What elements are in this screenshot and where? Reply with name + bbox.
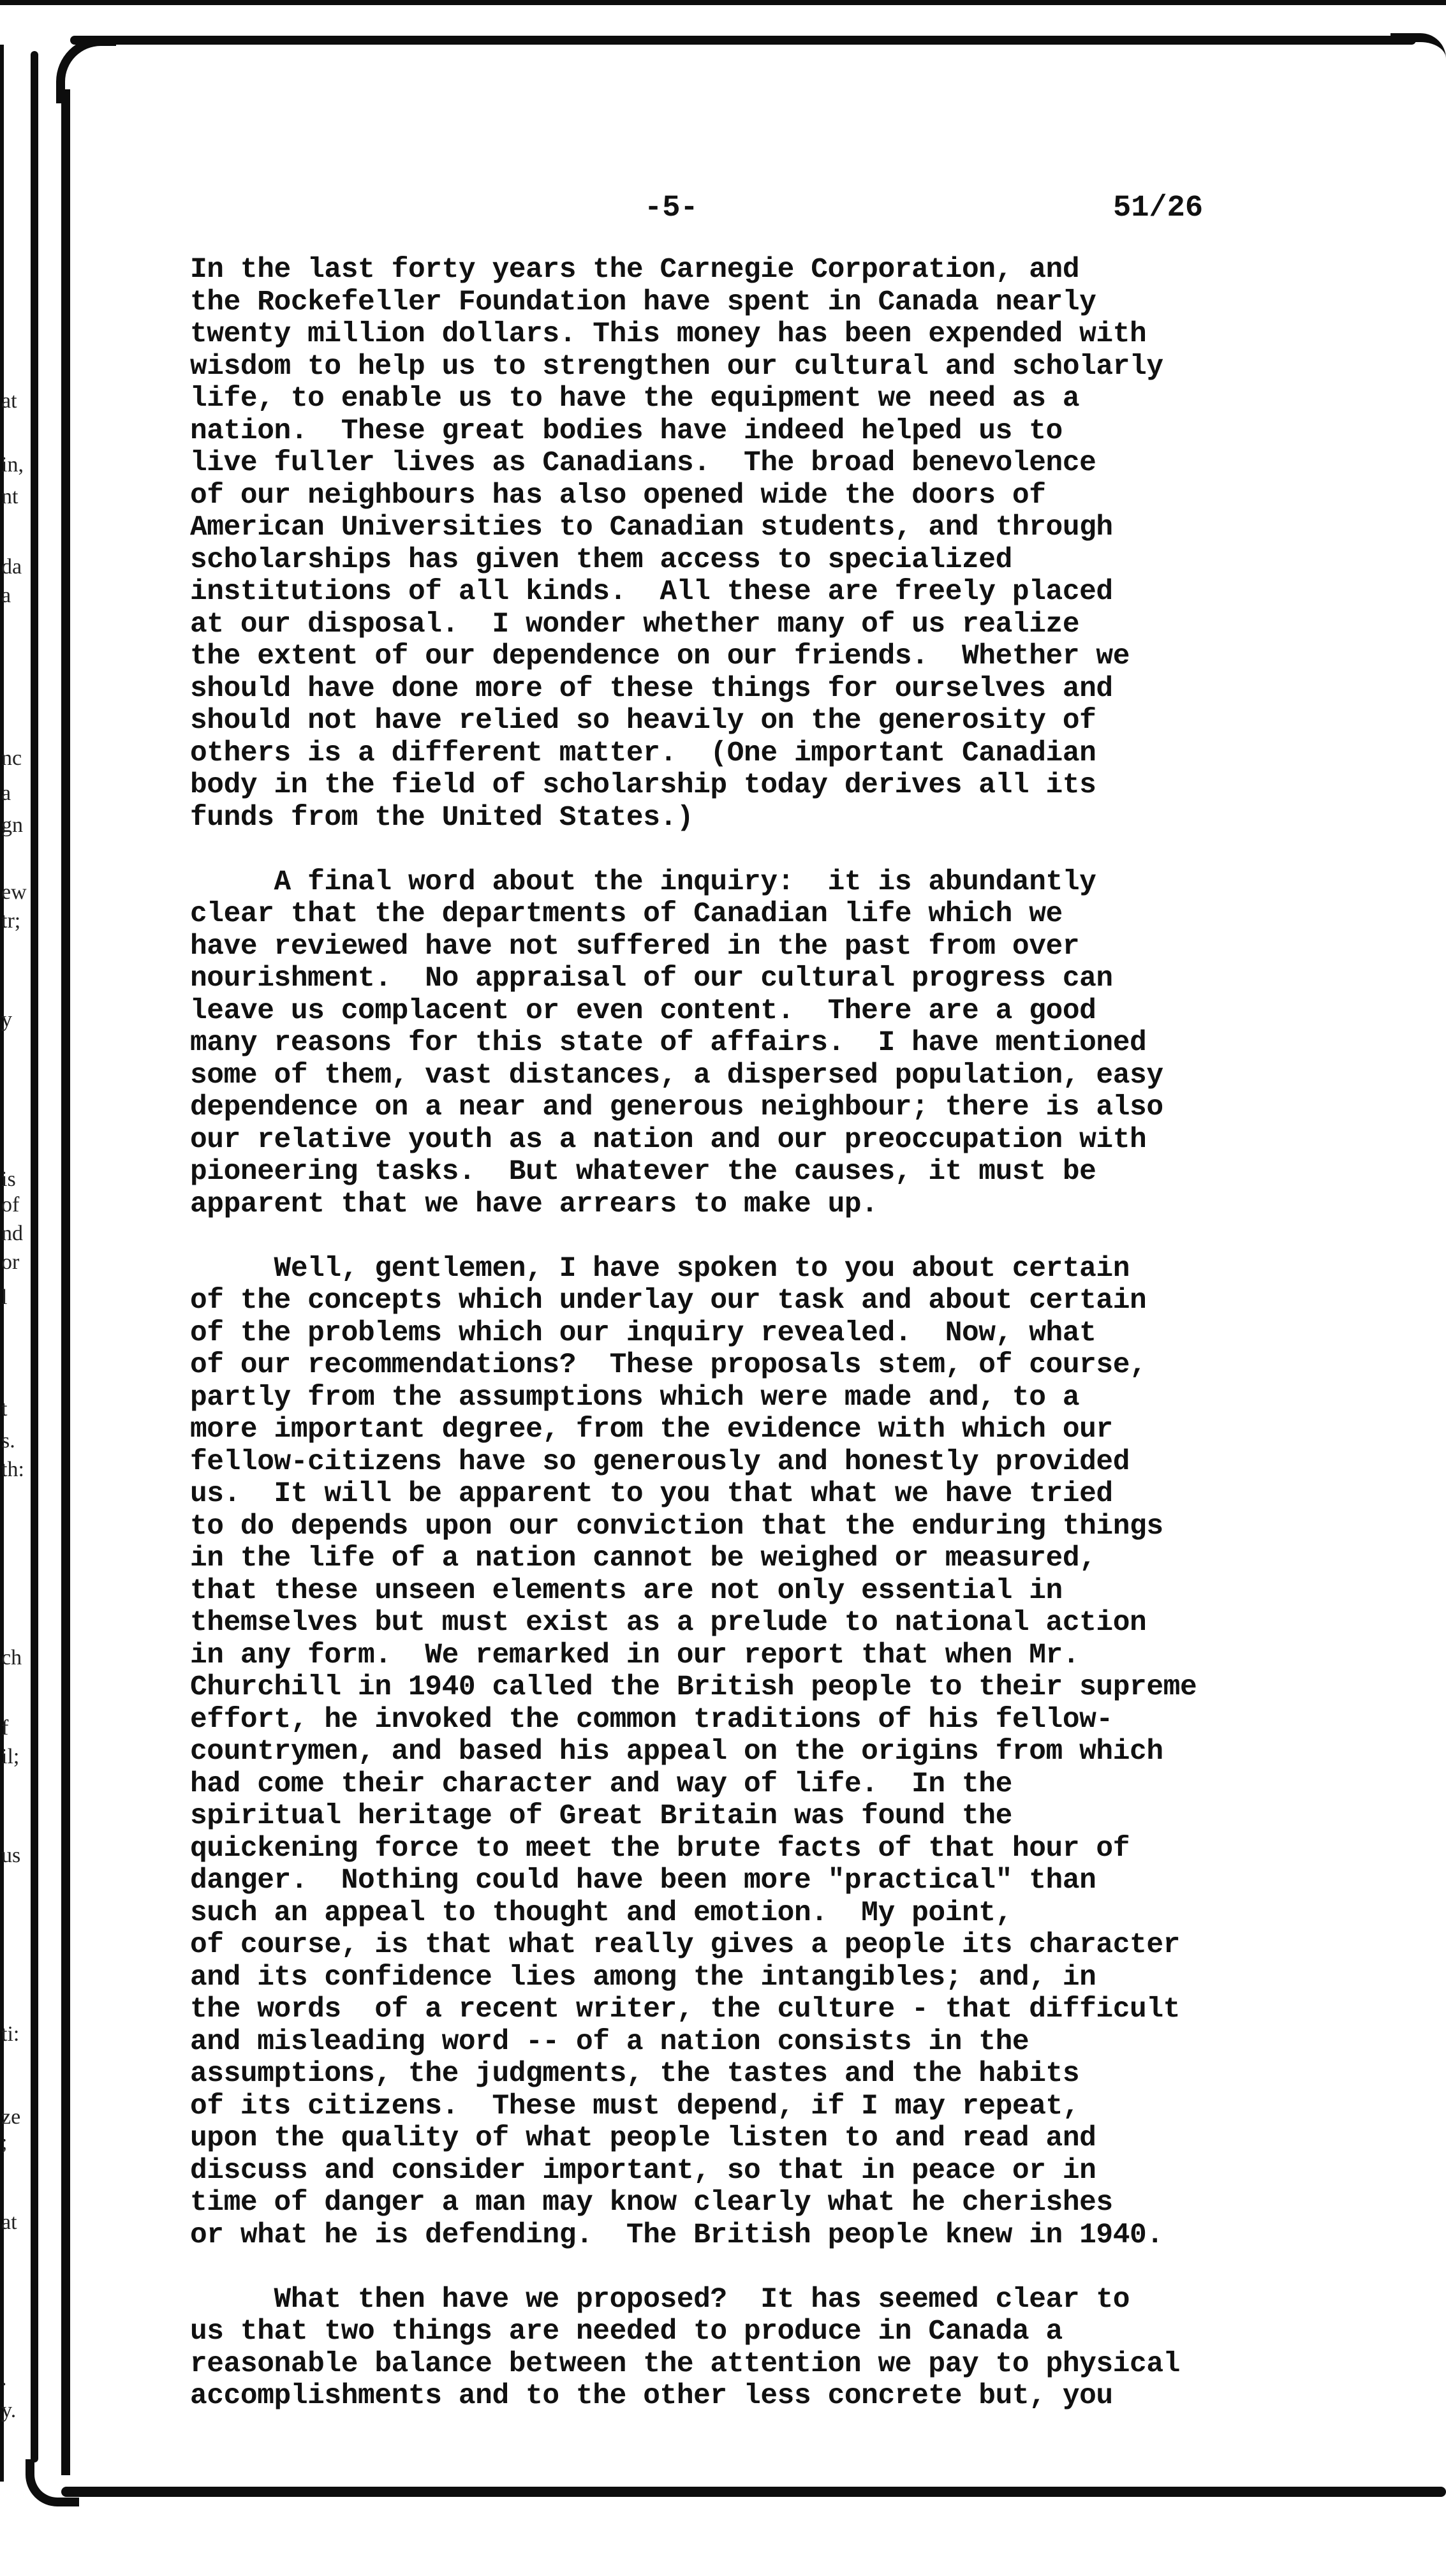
scan-top-edge [0, 0, 1446, 5]
bleed-fragment: th: [1, 1458, 24, 1481]
bleed-fragment: nc [1, 746, 22, 770]
bleed-fragment: ew [1, 880, 27, 904]
text-line: A final word about the inquiry: it is abundantly [190, 866, 1096, 898]
bleed-fragment: t [1, 1397, 8, 1421]
bleed-fragment: . [1, 2367, 7, 2390]
text-line: apparent that we have arrears to make up. [190, 1188, 878, 1220]
page-corner-top-left [56, 37, 116, 103]
text-line: twenty million dollars. This money has been expended with [190, 318, 1147, 350]
paragraph [190, 1253, 1428, 2252]
text-line: scholarships has given them access to specialized [190, 544, 1012, 576]
text-line: others is a different matter. (One important Canadian [190, 737, 1096, 769]
text-line: and misleading word -- of a nation consists in the [190, 2025, 1029, 2058]
page-number: -5- [644, 191, 698, 225]
bleed-fragment: nd [1, 1222, 23, 1245]
text-line: live fuller lives as Canadians. The broad benevolence [190, 447, 1096, 479]
page-bottom-border [61, 2487, 1446, 2497]
text-line: time of danger a man may know clearly what he cherishes [190, 2187, 1113, 2219]
bleed-fragment: tr; [1, 909, 21, 933]
text-line: nation. These great bodies have indeed helped us to [190, 415, 1063, 447]
page-corner-bottom-left [26, 2459, 79, 2506]
text-line: the Rockefeller Foundation have spent in Canada nearly [190, 286, 1096, 318]
paragraph [190, 866, 1428, 1221]
text-line: some of them, vast distances, a dispersed population, easy [190, 1059, 1163, 1092]
text-line: institutions of all kinds. All these are freely placed [190, 576, 1113, 608]
text-line: spiritual heritage of Great Britain was found the [190, 1800, 1012, 1832]
text-line: dependence on a near and generous neighbour; there is also [190, 1092, 1163, 1123]
text-line: clear that the departments of Canadian life which we [190, 898, 1063, 930]
bleed-fragment: in, [1, 453, 24, 477]
text-line: and its confidence lies among the intangibles; and, in [190, 1961, 1096, 1994]
document-body [190, 254, 1428, 2413]
text-line: in the life of a nation cannot be weighed or measured, [190, 1543, 1096, 1574]
bleed-fragment: y [1, 1008, 12, 1032]
paragraph [190, 2284, 1428, 2413]
adjacent-page-bleed [0, 0, 31, 2576]
paragraph [190, 254, 1428, 834]
text-line: the extent of our dependence on our friends. Whether we [190, 640, 1130, 672]
text-line: at our disposal. I wonder whether many of us realize [190, 608, 1080, 640]
text-line: themselves but must exist as a prelude to national action [190, 1607, 1147, 1639]
text-line: should have done more of these things for ourselves and [190, 672, 1113, 705]
text-line: nourishment. No appraisal of our cultural progress can [190, 963, 1113, 995]
text-line: of our recommendations? These proposals stem, of course, [190, 1349, 1147, 1381]
text-line: to do depends upon our conviction that the enduring things [190, 1510, 1163, 1543]
paragraph-gap [190, 2251, 1428, 2284]
bleed-fragment: ti: [1, 2022, 20, 2046]
page-left-border [61, 89, 70, 2475]
text-line: life, to enable us to have the equipment we need as a [190, 383, 1080, 415]
text-line: partly from the assumptions which were made and, to a [190, 1381, 1080, 1414]
text-line: discuss and consider important, so that in peace or in [190, 2154, 1096, 2187]
text-line: leave us complacent or even content. There are a good [190, 995, 1096, 1027]
text-line: had come their character and way of life. In the [190, 1768, 1012, 1800]
text-line: more important degree, from the evidence with which our [190, 1414, 1113, 1446]
text-line: pioneering tasks. But whatever the causes, it must be [190, 1156, 1096, 1188]
text-line: In the last forty years the Carnegie Corporation, and [190, 254, 1080, 286]
bleed-fragment: ; [1, 2131, 8, 2154]
paragraph-gap [190, 1220, 1428, 1253]
previous-page-edge [31, 51, 38, 2462]
bleed-fragment: da [1, 555, 22, 579]
text-line: us that two things are needed to produce in Canada a [190, 2316, 1063, 2348]
text-line: funds from the United States.) [190, 801, 694, 834]
text-line: such an appeal to thought and emotion. My point, [190, 1897, 1012, 1929]
text-line: fellow-citizens have so generously and honestly provided [190, 1446, 1130, 1478]
text-line: Churchill in 1940 called the British people to their supreme [190, 1671, 1197, 1703]
bleed-fragment: a [1, 584, 11, 607]
text-line: of the problems which our inquiry revealed. Now, what [190, 1317, 1096, 1349]
text-line: effort, he invoked the common traditions of his fellow- [190, 1703, 1113, 1736]
text-line: countrymen, and based his appeal on the origins from which [190, 1736, 1163, 1768]
bleed-fragment: y. [1, 2399, 17, 2422]
text-line: reasonable balance between the attention we pay to physical [190, 2348, 1180, 2380]
text-line: American Universities to Canadian students, and through [190, 512, 1113, 544]
bleed-fragment: a [1, 781, 11, 805]
text-line: accomplishments and to the other less concrete but, you [190, 2380, 1113, 2412]
text-line: should not have relied so heavily on the generosity of [190, 705, 1096, 737]
bleed-fragment: nt [1, 485, 18, 508]
bleed-fragment: ze [1, 2105, 21, 2129]
bleed-fragment: ch [1, 1646, 22, 1669]
text-line: in any form. We remarked in our report that when Mr. [190, 1639, 1080, 1671]
text-line: have reviewed have not suffered in the past from over [190, 930, 1080, 963]
text-line: quickening force to meet the brute facts of that hour of [190, 1832, 1130, 1865]
text-line: many reasons for this state of affairs. I have mentioned [190, 1027, 1147, 1059]
bleed-fragment: or [1, 1250, 20, 1274]
text-line: of the concepts which underlay our task and about certain [190, 1285, 1147, 1317]
text-line: or what he is defending. The British people knew in 1940. [190, 2219, 1163, 2251]
text-line: us. It will be apparent to you that what we have tried [190, 1478, 1113, 1510]
text-line: wisdom to help us to strengthen our cultural and scholarly [190, 350, 1163, 383]
paragraph-gap [190, 834, 1428, 866]
bleed-fragment: us [1, 1844, 21, 1867]
text-line: that these unseen elements are not only essential in [190, 1574, 1063, 1607]
bleed-fragment: is [1, 1167, 16, 1191]
text-line: What then have we proposed? It has seemed clear to [190, 2283, 1130, 2316]
text-line: our relative youth as a nation and our preoccupation with [190, 1123, 1147, 1156]
text-line: assumptions, the judgments, the tastes and the habits [190, 2058, 1080, 2090]
bleed-fragment: il; [1, 1745, 20, 1768]
text-line: danger. Nothing could have been more "practical" than [190, 1865, 1096, 1897]
bleed-fragment: of [1, 1193, 20, 1217]
bleed-fragment: s. [1, 1429, 15, 1453]
bleed-fragment: at [1, 2210, 17, 2234]
text-line: of our neighbours has also opened wide the doors of [190, 479, 1046, 512]
bleed-fragment: at [1, 389, 17, 413]
page-corner-top-right [1391, 33, 1446, 68]
text-line: of course, is that what really gives a people its character [190, 1929, 1180, 1961]
bleed-fragment: f [1, 1716, 9, 1740]
text-line: the words of a recent writer, the culture - that difficult [190, 1994, 1180, 2025]
bleed-fragment: l [1, 1285, 8, 1309]
document-reference: 51/26 [1113, 191, 1204, 225]
text-line: of its citizens. These must depend, if I may repeat, [190, 2090, 1080, 2122]
text-line: upon the quality of what people listen to and read and [190, 2122, 1096, 2154]
page-top-border [70, 36, 1416, 45]
text-line: Well, gentlemen, I have spoken to you about certain [190, 1252, 1130, 1285]
text-line: body in the field of scholarship today derives all its [190, 769, 1096, 801]
bleed-fragment: gn [1, 813, 23, 837]
